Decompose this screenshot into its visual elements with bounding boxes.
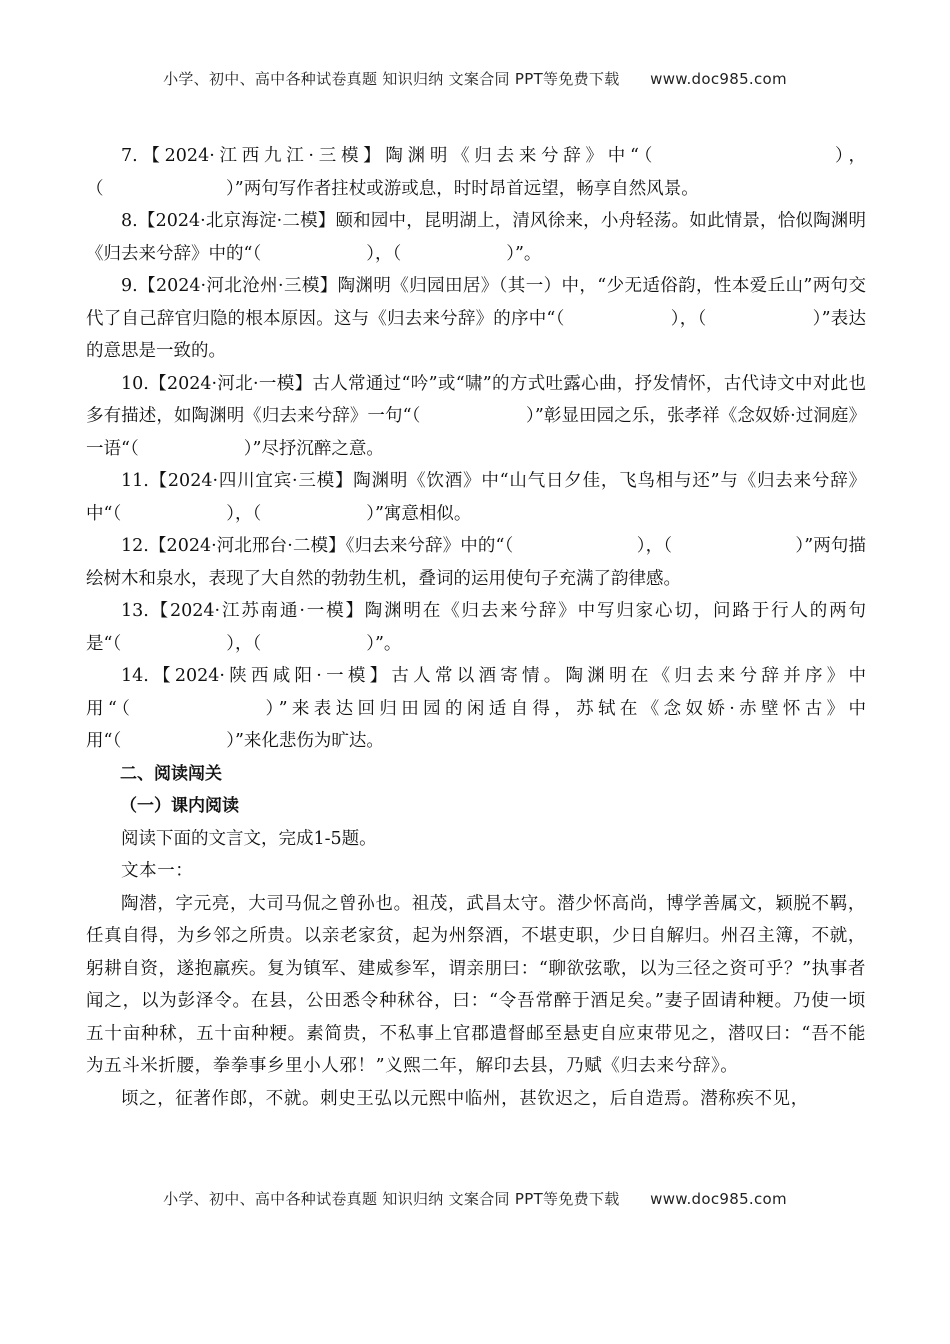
reading-instruction: 阅读下面的文言文，完成1-5题。 (121, 828, 377, 849)
question-10: 10.【2024·河北·一模】古人常通过“吟”或“啸”的方式吐露心曲，抒发情怀，古代诗文中对此也多有描述，如陶渊明《归去来兮辞》一句“（ ）”彰显田园之乐，张孝祥《念奴娇·过洞庭》一语“（ ）”尽抒沉醉之意。 (86, 373, 866, 459)
question-8: 8.【2024·北京海淀·二模】颐和园中，昆明湖上，清风徐来，小舟轻荡。如此情景，恰似陶渊明《归去来兮辞》中的“（ ），（ ）”。 (86, 211, 866, 264)
page-footer: 小学、初中、高中各种试卷真题 知识归纳 文案合同 PPT等免费下载 www.doc985.com (163, 1190, 787, 1208)
page-header: 小学、初中、高中各种试卷真题 知识归纳 文案合同 PPT等免费下载 www.doc985.com (163, 70, 787, 88)
classical-passage-paragraph: 顷之，征著作郎，不就。刺史王弘以元熙中临州，甚钦迟之，后自造焉。潜称疾不见， (121, 1088, 809, 1109)
question-11: 11.【2024·四川宜宾·三模】陶渊明《饮酒》中“山气日夕佳，飞鸟相与还”与《归去来兮辞》中“（ ），（ ）”寓意相似。 (86, 471, 866, 524)
section-subtitle: （一）课内阅读 (120, 796, 239, 816)
question-13: 13.【2024·江苏南通·一模】陶渊明在《归去来兮辞》中写归家心切，问路于行人的两句是“（ ），（ ）”。 (86, 601, 866, 654)
question-9: 9.【2024·河北沧州·三模】陶渊明《归园田居》（其一）中，“少无适俗韵，性本爱丘山”两句交代了自己辞官归隐的根本原因。这与《归去来兮辞》的序中“（ ），（ ）”表达的意思是一致的。 (86, 276, 866, 361)
question-14: 14.【2024·陕西咸阳·一模】古人常以酒寄情。陶渊明在《归去来兮辞并序》中用“（ ）”来表达回归田园的闲适自得，苏轼在《念奴娇·赤壁怀古》中用“（ ）”来化悲伤为旷达。 (86, 666, 866, 751)
section-title: 二、阅读闯关 (120, 763, 222, 784)
question-12: 12.【2024·河北邢台·二模】《归去来兮辞》中的“（ ），（ ）”两句描绘树木和泉水，表现了大自然的勃勃生机，叠词的运用使句子充满了韵律感。 (86, 536, 866, 589)
question-7: 7.【2024·江西九江·三模】陶渊明《归去来兮辞》中“（ ），（ ）”两句写作者拄杖或游或息，时时昂首远望，畅享自然风景。 (86, 146, 866, 199)
document-body (86, 140, 866, 1115)
text-label: 文本一： (121, 861, 194, 881)
classical-passage-paragraph: 陶潜，字元亮，大司马侃之曾孙也。祖茂，武昌太守。潜少怀高尚，博学善属文，颖脱不羁，任真自得，为乡邻之所贵。以亲老家贫，起为州祭酒，不堪吏职，少日自解归。州召主簿，不就，躬耕自资，遂抱羸疾。复为镇军、建威参军，谓亲朋曰：“聊欲弦歌，以为三径之资可乎？”执事者闻之，以为彭泽令。在县，公田悉令种秫谷，曰：“令吾常醉于酒足矣。”妻子固请种粳。乃使一顷五十亩种秫，五十亩种粳。素简贵，不私事上官郡遣督邮至悬吏自应束带见之，潜叹曰：“吾不能为五斗米折腰，拳拳事乡里小人邪！”义熙二年，解印去县，乃赋《归去来兮辞》。 (86, 893, 866, 1076)
